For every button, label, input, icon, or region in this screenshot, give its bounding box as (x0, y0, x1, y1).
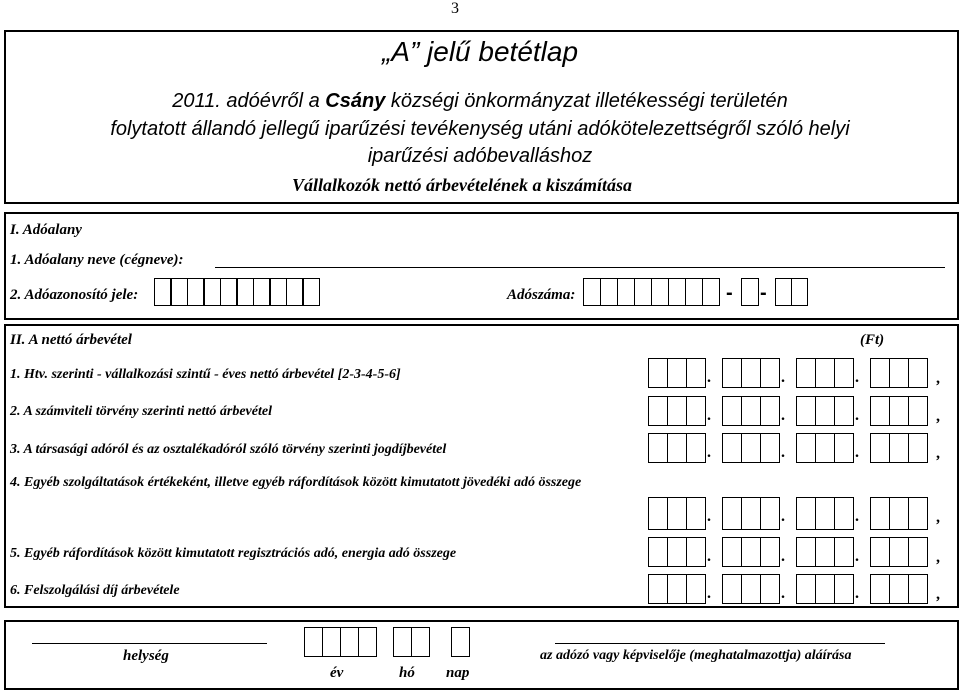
tax-id-digit[interactable] (171, 278, 188, 306)
intro-prefix: 2011. adóévről a (172, 90, 326, 112)
tax-number-digit[interactable] (617, 278, 635, 306)
thousands-separator: . (781, 548, 785, 565)
row-label-1: 1. Htv. szerinti - vállalkozási szintű - éves nettó árbevétel [2-3-4-5-6] (10, 367, 401, 382)
amount-digit[interactable] (815, 497, 835, 530)
thousands-separator: . (707, 548, 711, 565)
signature-field[interactable] (555, 643, 885, 644)
decimal-comma: , (936, 408, 940, 425)
amount-digit[interactable] (815, 433, 835, 463)
amount-digit[interactable] (870, 497, 890, 530)
amount-digit[interactable] (686, 396, 706, 426)
tax-id-digit[interactable] (303, 278, 320, 306)
year-digit[interactable] (322, 627, 341, 657)
amount-digit[interactable] (796, 574, 816, 604)
thousands-separator: . (781, 369, 785, 386)
thousands-separator: . (855, 548, 859, 565)
form-subtitle: Vállalkozók nettó árbevételének a kiszámítása (292, 175, 632, 195)
amount-digit[interactable] (889, 358, 909, 388)
day-label: nap (446, 665, 470, 681)
thousands-separator: . (855, 407, 859, 424)
decimal-comma: , (936, 586, 940, 603)
amount-digit[interactable] (815, 396, 835, 426)
amount-digit[interactable] (796, 537, 816, 567)
tax-id-label: 2. Adóazonosító jele: (10, 287, 139, 303)
tax-number-dash-1: - (726, 282, 733, 304)
amount-digit[interactable] (870, 574, 890, 604)
amount-digit[interactable] (648, 574, 668, 604)
amount-digit[interactable] (760, 396, 780, 426)
amount-digit[interactable] (722, 497, 742, 530)
amount-digit[interactable] (686, 358, 706, 388)
amount-digit[interactable] (796, 396, 816, 426)
place-label: helység (123, 648, 169, 664)
amount-digit[interactable] (648, 537, 668, 567)
tax-number-label: Adószáma: (507, 287, 576, 303)
amount-digit[interactable] (870, 396, 890, 426)
amount-digit[interactable] (667, 574, 687, 604)
intro-line-2: folytatott állandó jellegű iparűzési tevékenység utáni adókötelezettségről szóló helyi (110, 118, 850, 140)
amount-digit[interactable] (648, 497, 668, 530)
amount-digit[interactable] (796, 497, 816, 530)
amount-digit[interactable] (870, 433, 890, 463)
tax-number-digit[interactable] (685, 278, 703, 306)
currency-unit: (Ft) (860, 332, 885, 348)
amount-digit[interactable] (889, 497, 909, 530)
thousands-separator: . (855, 444, 859, 461)
amount-digit[interactable] (667, 358, 687, 388)
tax-number-digit[interactable] (634, 278, 652, 306)
amount-digit[interactable] (722, 396, 742, 426)
place-field[interactable] (32, 643, 267, 644)
tax-number-digit[interactable] (775, 278, 792, 306)
amount-digit[interactable] (760, 537, 780, 567)
tax-id-digit[interactable] (237, 278, 254, 306)
amount-digit[interactable] (815, 358, 835, 388)
thousands-separator: . (781, 444, 785, 461)
tax-number-digit[interactable] (791, 278, 808, 306)
amount-digit[interactable] (889, 396, 909, 426)
tax-id-digit[interactable] (286, 278, 303, 306)
amount-digit[interactable] (722, 574, 742, 604)
amount-digit[interactable] (760, 433, 780, 463)
intro-line-3: iparűzési adóbevalláshoz (367, 145, 593, 167)
amount-digit[interactable] (667, 537, 687, 567)
amount-digit[interactable] (686, 497, 706, 530)
decimal-comma: , (936, 370, 940, 387)
thousands-separator: . (707, 444, 711, 461)
amount-digit[interactable] (834, 358, 854, 388)
thousands-separator: . (781, 585, 785, 602)
tax-number-dash-2: - (760, 282, 767, 304)
amount-digit[interactable] (870, 358, 890, 388)
amount-digit[interactable] (889, 433, 909, 463)
row-label-2: 2. A számviteli törvény szerinti nettó árbevétel (10, 404, 272, 419)
year-label: év (330, 665, 344, 681)
intro-line-1 (0, 90, 960, 113)
amount-digit[interactable] (741, 433, 761, 463)
thousands-separator: . (707, 369, 711, 386)
amount-digit[interactable] (796, 358, 816, 388)
day-digit[interactable] (451, 627, 470, 657)
amount-digit[interactable] (834, 537, 854, 567)
amount-digit[interactable] (722, 537, 742, 567)
amount-digit[interactable] (686, 433, 706, 463)
taxpayer-name-label: 1. Adóalany neve (cégneve): (10, 252, 184, 268)
month-label: hó (399, 665, 415, 681)
thousands-separator: . (707, 585, 711, 602)
amount-digit[interactable] (686, 574, 706, 604)
amount-digit[interactable] (908, 358, 928, 388)
year-digit[interactable] (340, 627, 359, 657)
tax-number-digit[interactable] (668, 278, 686, 306)
decimal-comma: , (936, 509, 940, 526)
amount-digit[interactable] (667, 433, 687, 463)
amount-digit[interactable] (760, 358, 780, 388)
amount-digit[interactable] (870, 537, 890, 567)
tax-number-digit[interactable] (651, 278, 669, 306)
amount-digit[interactable] (648, 396, 668, 426)
amount-digit[interactable] (834, 497, 854, 530)
amount-digit[interactable] (908, 574, 928, 604)
section-1-heading: I. Adóalany (10, 222, 82, 238)
section-2-heading: II. A nettó árbevétel (10, 332, 132, 348)
thousands-separator: . (707, 407, 711, 424)
tax-number-digit[interactable] (702, 278, 720, 306)
row-label-5: 5. Egyéb ráfordítások között kimutatott regisztrációs adó, energia adó összege (10, 546, 457, 561)
amount-digit[interactable] (908, 433, 928, 463)
thousands-separator: . (707, 508, 711, 525)
month-digit[interactable] (411, 627, 430, 657)
amount-digit[interactable] (667, 396, 687, 426)
amount-digit[interactable] (889, 537, 909, 567)
amount-digit[interactable] (834, 433, 854, 463)
year-digit[interactable] (304, 627, 323, 657)
amount-digit[interactable] (741, 497, 761, 530)
tax-number-digit[interactable] (741, 278, 759, 306)
tax-number-digit[interactable] (600, 278, 618, 306)
amount-digit[interactable] (741, 537, 761, 567)
page-number: 3 (451, 0, 459, 17)
tax-id-digit[interactable] (253, 278, 270, 306)
thousands-separator: . (781, 508, 785, 525)
amount-digit[interactable] (834, 574, 854, 604)
form-title: „A” jelű betétlap (381, 36, 579, 67)
tax-id-digit[interactable] (220, 278, 237, 306)
amount-digit[interactable] (741, 396, 761, 426)
amount-digit[interactable] (889, 574, 909, 604)
amount-digit[interactable] (834, 396, 854, 426)
month-digit[interactable] (393, 627, 412, 657)
row-label-6: 6. Felszolgálási díj árbevétele (10, 583, 180, 598)
thousands-separator: . (855, 585, 859, 602)
amount-digit[interactable] (760, 497, 780, 530)
amount-digit[interactable] (815, 537, 835, 567)
tax-id-digit[interactable] (154, 278, 171, 306)
amount-digit[interactable] (908, 497, 928, 530)
amount-digit[interactable] (686, 537, 706, 567)
amount-digit[interactable] (741, 574, 761, 604)
tax-number-digit[interactable] (583, 278, 601, 306)
tax-id-digit[interactable] (187, 278, 204, 306)
amount-digit[interactable] (908, 537, 928, 567)
intro-suffix: községi önkormányzat illetékességi területén (385, 90, 788, 112)
row-label-3: 3. A társasági adóról és az osztalékadóról szóló törvény szerinti jogdíjbevétel (10, 442, 447, 457)
municipality-name: Csány (325, 90, 386, 112)
thousands-separator: . (781, 407, 785, 424)
amount-digit[interactable] (722, 358, 742, 388)
amount-digit[interactable] (667, 497, 687, 530)
amount-digit[interactable] (741, 358, 761, 388)
tax-id-digit[interactable] (270, 278, 287, 306)
amount-digit[interactable] (648, 358, 668, 388)
year-digit[interactable] (358, 627, 377, 657)
decimal-comma: , (936, 445, 940, 462)
signature-label: az adózó vagy képviselője (meghatalmazottja) aláírása (540, 648, 852, 663)
amount-digit[interactable] (722, 433, 742, 463)
decimal-comma: , (936, 549, 940, 566)
amount-digit[interactable] (815, 574, 835, 604)
amount-digit[interactable] (908, 396, 928, 426)
taxpayer-name-field[interactable] (215, 267, 945, 268)
tax-id-digit[interactable] (204, 278, 221, 306)
amount-digit[interactable] (760, 574, 780, 604)
amount-digit[interactable] (796, 433, 816, 463)
thousands-separator: . (855, 508, 859, 525)
row-label-4: 4. Egyéb szolgáltatások értékeként, illetve egyéb ráfordítások között kimutatott jövedéki adó összege (10, 475, 582, 490)
amount-digit[interactable] (648, 433, 668, 463)
thousands-separator: . (855, 369, 859, 386)
